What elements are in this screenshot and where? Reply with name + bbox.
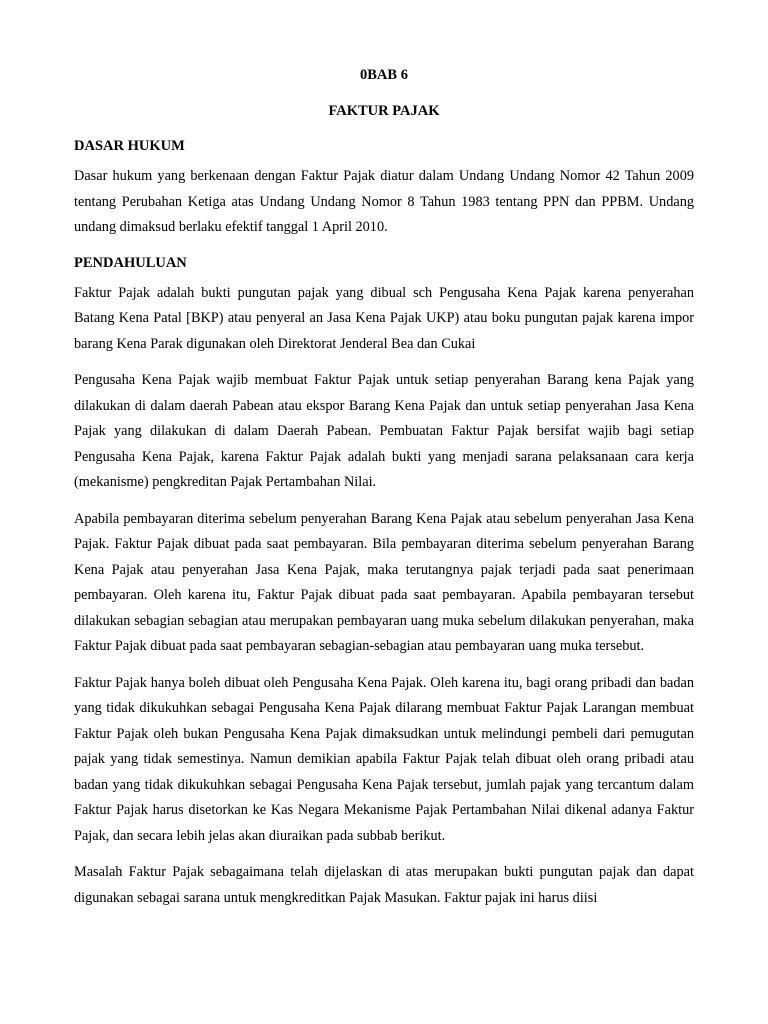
paragraph: Faktur Pajak hanya boleh dibuat oleh Pengusaha Kena Pajak. Oleh karena itu, bagi orang pribadi dan badan yang tidak dikukuhkan sebagai Pengusaha Kena Pajak dilarang membuat Faktur Pajak Larangan membuat Faktur Pajak oleh bukan Pengusaha Kena Pajak dimaksudkan untuk melindungi pembeli dari pemugutan pajak yang tidak semestinya. Namun demikian apabila Faktur Pajak telah dibuat oleh orang pribadi atau badan yang tidak dikukuhkan sebagai Pengusaha Kena Pajak tersebut, jumlah pajak yang tercantum dalam Faktur Pajak harus disetorkan ke Kas Negara Mekanisme Pajak Pertambahan Nilai dikenal adanya Faktur Pajak, dan secara lebih jelas akan diuraikan pada subbab berikut. [74, 674, 694, 844]
document-body [74, 64, 694, 911]
paragraph: Pengusaha Kena Pajak wajib membuat Faktur Pajak untuk setiap penyerahan Barang kena Pajak yang dilakukan di dalam daerah Pabean atau ekspor Barang Kena Pajak dan untuk setiap penyerahan Jasa Kena Pajak yang dilakukan di dalam Daerah Pabean. Pembuatan Faktur Pajak bersifat wajib bagi setiap Pengusaha Kena Pajak, karena Faktur Pajak adalah bukti yang menjadi sarana pelaksanaan cara kerja (mekanisme) pengkreditan Pajak Pertambahan Nilai. [74, 372, 694, 490]
paragraph: Faktur Pajak adalah bukti pungutan pajak yang dibual sch Pengusaha Kena Pajak karena penyerahan Batang Kena Patal [BKP) atau penyeral an Jasa Kena Pajak UKP) atau boku pungutan pajak karena impor barang Kena Parak digunakan oleh Direktorat Jenderal Bea dan Cukai [74, 284, 694, 352]
chapter-number: 0BAB 6 [360, 67, 408, 83]
chapter-title: FAKTUR PAJAK [328, 103, 440, 119]
paragraph-dasar-hukum: Dasar hukum yang berkenaan dengan Faktur Pajak diatur dalam Undang Undang Nomor 42 Tahun 2009 tentang Perubahan Ketiga atas Undang Undang Nomor 8 Tahun 1983 tentang PPN dan PPBM. Undang undang dimaksud berlaku efektif tanggal 1 April 2010. [74, 168, 694, 235]
paragraph: Masalah Faktur Pajak sebagaimana telah dijelaskan di atas merupakan bukti pungutan pajak dan dapat digunakan sebagai sarana untuk mengkreditkan Pajak Masukan. Faktur pajak ini harus diisi [74, 864, 694, 906]
section-heading-dasar-hukum: DASAR HUKUM [74, 138, 185, 154]
section-heading-pendahuluan: PENDAHULUAN [74, 254, 187, 271]
paragraph: Apabila pembayaran diterima sebelum penyerahan Barang Kena Pajak atau sebelum penyerahan Jasa Kena Pajak. Faktur Pajak dibuat pada saat pembayaran. Bila pembayaran diterima sebelum penyerahan Barang Kena Pajak atau penyerahan Jasa Kena Pajak, maka terutangnya pajak terjadi pada saat penerimaan pembayaran. Oleh karena itu, Faktur Pajak dibuat pada saat pembayaran. Apabila pembayaran tersebut dilakukan sebagian sebagian atau merupakan pembayaran uang muka sebelum dilakukan penyerahan, maka Faktur Pajak dibuat pada saat pembayaran sebagian-sebagian atau pembayaran uang muka tersebut. [74, 510, 694, 654]
